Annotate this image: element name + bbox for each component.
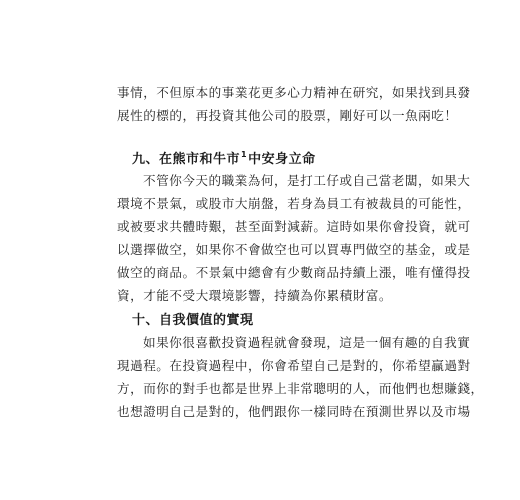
top-paragraph	[117, 81, 471, 127]
paragraph-line: 環境不景氣，或股市大崩盤，若身為員工有被裁員的可能性，	[117, 196, 471, 211]
footnote-marker: 1	[241, 150, 248, 159]
paragraph-line: 資，才能不受大環境影響，持續為你累積財富。	[117, 288, 392, 303]
heading-text: 十、自我價值的實現	[132, 313, 254, 328]
section-heading-ten	[132, 309, 254, 328]
heading-text: 九、在熊市和牛市	[132, 152, 241, 167]
paragraph-line: 如果你很喜歡投資過程就會發現，這是一個有趣的自我實	[143, 335, 471, 350]
paragraph-line: 以選擇做空，如果你不會做空也可以買專門做空的基金，或是	[117, 242, 471, 257]
page-footer-fragment	[88, 492, 218, 500]
heading-text-tail: 中安身立命	[248, 152, 316, 167]
paragraph-line: 方，而你的對手也都是世界上非常聰明的人，而他們也想賺錢，	[117, 381, 484, 396]
paragraph-line: 或被要求共體時艱，甚至面對減薪。這時如果你會投資，就可	[117, 219, 471, 234]
paragraph-line: 事情，不但原本的事業花更多心力精神在研究，如果找到具發	[117, 85, 471, 100]
paragraph-line: 不管你今天的職業為何，是打工仔或自己當老闆，如果大	[143, 173, 471, 188]
section-nine-paragraph	[117, 169, 471, 307]
paragraph-line: 展性的標的，再投資其他公司的股票，剛好可以一魚兩吃！	[117, 108, 458, 123]
paragraph-line: 也想證明自己是對的，他們跟你一樣同時在預測世界以及市場	[117, 404, 471, 419]
paragraph-line: 現過程。在投資過程中，你會希望自己是對的，你希望贏過對	[117, 358, 471, 373]
section-heading-nine	[132, 148, 316, 167]
paragraph-line: 做空的商品。不景氣中總會有少數商品持續上漲，唯有懂得投	[117, 265, 471, 280]
section-ten-paragraph	[117, 331, 484, 423]
